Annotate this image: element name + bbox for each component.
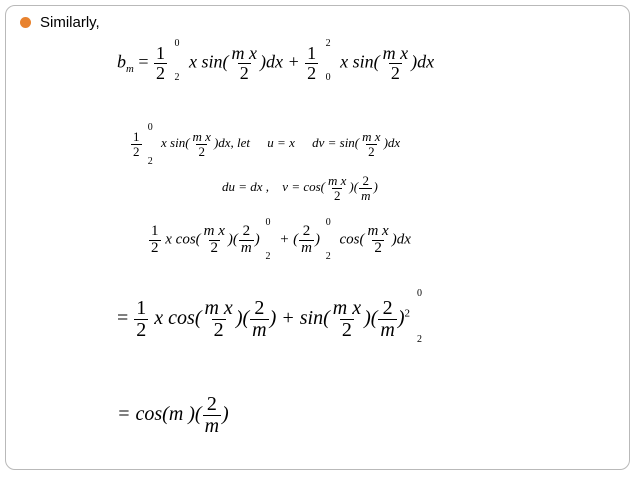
eq4-limits-1: 0 2 xyxy=(265,216,271,262)
equation-bm xyxy=(117,38,435,84)
eq4-cos: cos( xyxy=(339,231,365,248)
eq5-arg-fraction: $\frac{\text{m x}}{2}$ xyxy=(204,297,233,341)
eq5-mid2: )( xyxy=(364,307,378,330)
eq2-let: )dx, let xyxy=(213,135,251,151)
eq4-plus: + ( xyxy=(279,231,299,248)
eq6-frac: $\frac{2}{m}$ xyxy=(204,393,220,437)
eq1-half2-fraction: $\frac{1}{2}$ xyxy=(307,43,317,83)
eq3-mid: )( xyxy=(349,179,359,195)
eq1-limits-1: 0 2 xyxy=(174,38,180,84)
eq5-arg2-fraction: $\frac{\text{m x}}{2}$ xyxy=(332,297,362,341)
eq3-close: ) xyxy=(373,179,378,195)
eq5-xcos: x cos( xyxy=(154,307,202,330)
eq4-arg-fraction: $\frac{\text{m x}}{2}$ xyxy=(203,223,225,256)
eq4-xcos: x cos( xyxy=(165,231,201,248)
eq5-close: ) xyxy=(397,307,405,330)
equation-evaluated xyxy=(117,287,431,345)
bullet-heading xyxy=(20,14,100,31)
eq2-xsin: x sin( xyxy=(161,135,190,151)
eq4-frac: $\frac{2}{m}$ xyxy=(240,223,252,256)
eq2-u-def: u = x xyxy=(267,135,295,151)
eq1-arg-fraction: $\frac{\text{m x}}{2}$ xyxy=(231,43,257,83)
eq2-limits: 0 2 xyxy=(147,121,153,167)
eq3-du: du = dx , xyxy=(222,179,270,195)
eq1-close: )dx + xyxy=(259,51,300,72)
eq4-half-fraction: $\frac{1}{2}$ xyxy=(151,223,159,256)
bullet-icon xyxy=(20,17,31,28)
eq5-half-fraction: $\frac{1}{2}$ xyxy=(136,297,147,341)
eq1-close2: )dx xyxy=(411,51,435,72)
eq5-equals: = xyxy=(117,307,129,330)
eq4-arg2-fraction: $\frac{\text{m x}}{2}$ xyxy=(367,223,389,256)
eq2-dv-def: dv = sin( xyxy=(312,135,360,151)
eq4-end: )dx xyxy=(391,231,411,248)
eq4-limits-2: 0 2 xyxy=(325,216,331,262)
eq1-b: b xyxy=(117,51,126,72)
eq5-square: 2 xyxy=(404,307,411,320)
eq3-frac: $\frac{2}{m}$ xyxy=(361,173,371,203)
eq6-close: ) xyxy=(222,403,229,426)
heading-text: Similarly, xyxy=(40,14,100,31)
eq5-mid: )( xyxy=(235,307,250,330)
eq1-arg2-fraction: $\frac{\text{m x}}{2}$ xyxy=(382,43,409,83)
eq6-cos: = cos(m )( xyxy=(117,403,202,426)
eq2-dv-close: )dx xyxy=(383,135,401,151)
eq1-xsin: x sin( xyxy=(188,51,229,72)
eq4-frac2: $\frac{2}{m}$ xyxy=(301,223,312,256)
equation-substitution xyxy=(130,121,401,167)
eq5-plus-sin: ) + sin( xyxy=(269,307,330,330)
equation-result xyxy=(117,394,229,437)
eq1-xsin2: x sin( xyxy=(340,51,380,72)
eq4-mid: )( xyxy=(227,231,238,248)
equation-du-v xyxy=(222,174,378,202)
eq1-half-fraction: $\frac{1}{2}$ xyxy=(155,43,165,83)
eq2-half-fraction: $\frac{1}{2}$ xyxy=(133,129,140,159)
eq2-dv-fraction: $\frac{\text{m x}}{2}$ xyxy=(362,129,381,159)
eq3-arg-fraction: $\frac{\text{m x}}{2}$ xyxy=(328,173,347,203)
eq3-v: v = cos( xyxy=(282,179,325,195)
eq5-limits: 0 2 xyxy=(417,287,423,345)
eq4-close2: ) xyxy=(314,231,320,248)
eq1-b-sub: m xyxy=(126,63,134,76)
eq5-frac2: $\frac{2}{m}$ xyxy=(380,297,395,341)
eq1-limits-2: 2 0 xyxy=(325,38,331,84)
eq1-equals: = xyxy=(133,51,149,72)
eq5-frac: $\frac{2}{m}$ xyxy=(252,297,267,341)
eq4-close: ) xyxy=(254,231,260,248)
equation-integration-by-parts xyxy=(148,216,411,262)
eq2-arg-fraction: $\frac{\text{m x}}{2}$ xyxy=(192,129,211,159)
